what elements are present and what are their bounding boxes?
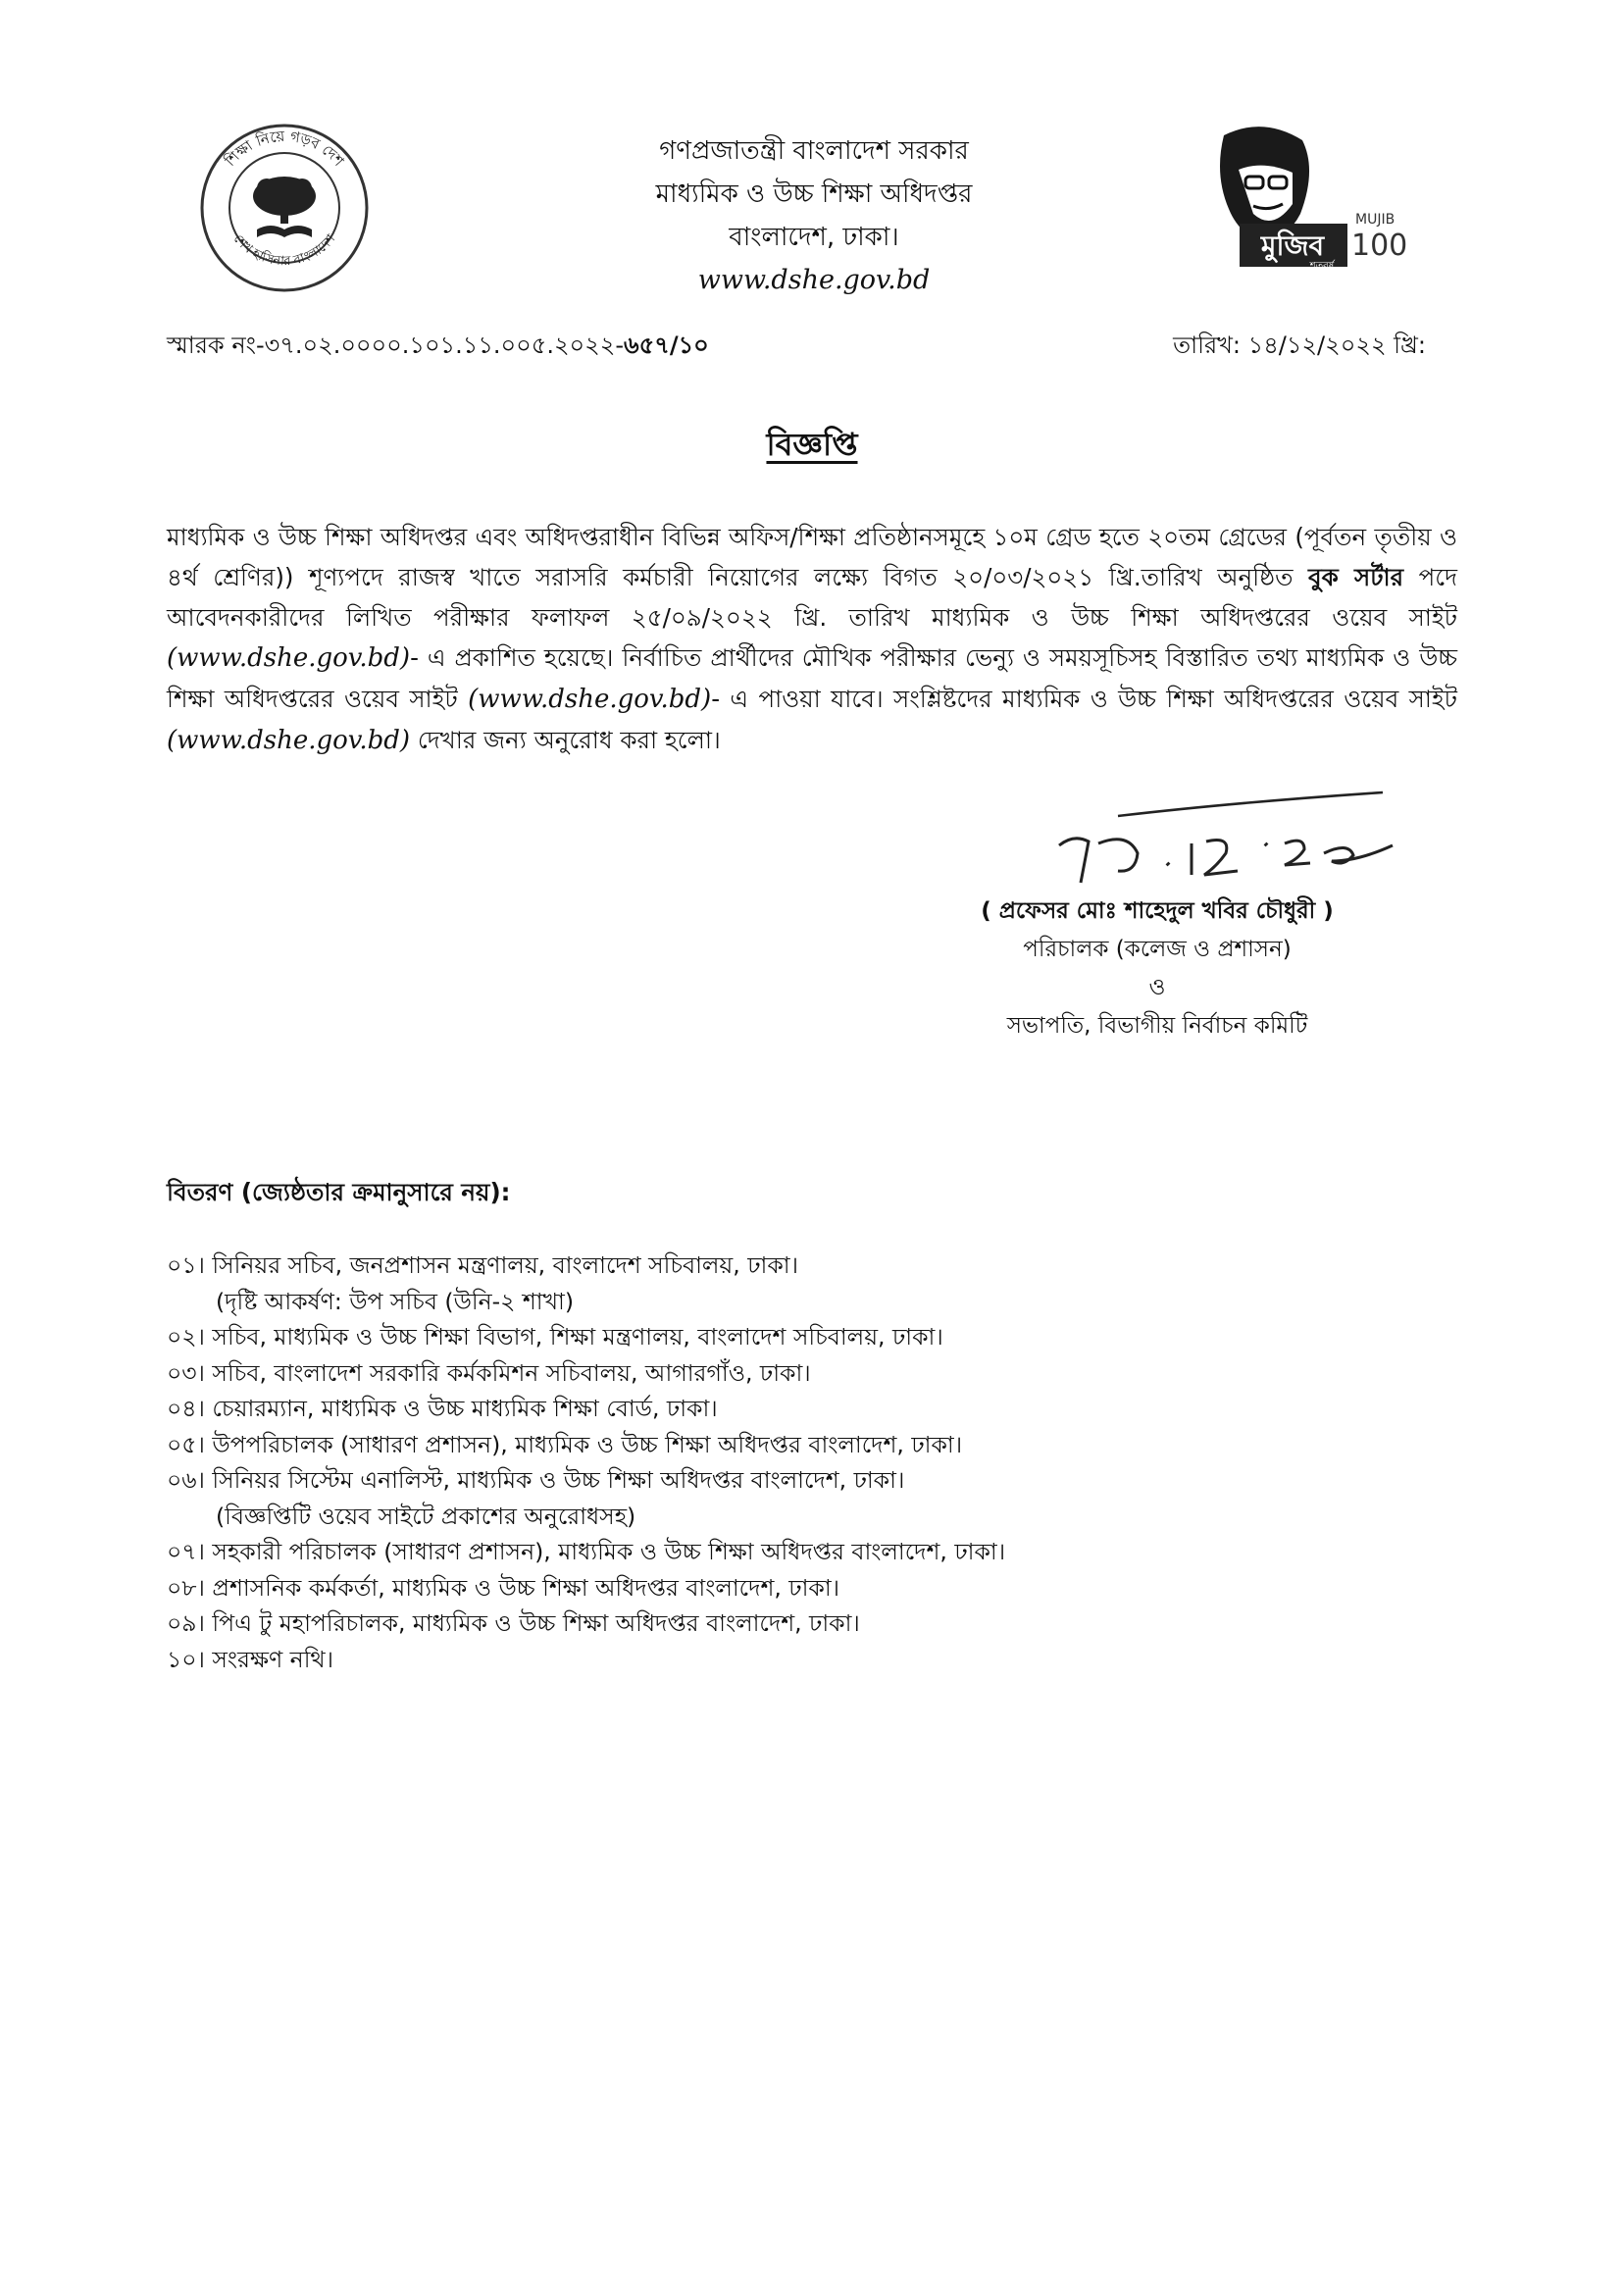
body-part-1: মাধ্যমিক ও উচ্চ শিক্ষা অধিদপ্তর এবং অধিদপ্তরাধীন বিভিন্ন অফিস/শিক্ষা প্রতিষ্ঠানসমূহে ১০ম গ্রেড হতে ২০তম গ্রেডের (পূর্বতন তৃতীয় ও ৪র্থ শ্রেণির)) শূণ্যপদে রাজস্ব খাতে সরাসরি কর্মচারী নিয়োগের লক্ষ্যে বিগত ২০/০৩/২০২১ খ্রি.তারিখ অনুষ্ঠিত xyxy=(167,523,1457,591)
logo-ring-text-bottom: শেখ হাসিনার বাংলাদেশ xyxy=(229,231,339,270)
list-item: ০২। সচিব, মাধ্যমিক ও উচ্চ শিক্ষা বিভাগ, শিক্ষা মন্ত্রণালয়, বাংলাদেশ সচিবালয়, ঢাকা। xyxy=(167,1323,943,1351)
mujib-english: MUJIB xyxy=(1355,212,1396,228)
dshe-logo xyxy=(196,120,373,296)
mujib-bangla: মুজিব xyxy=(1260,229,1325,262)
post-name: বুক সর্টার xyxy=(1307,563,1404,591)
list-item: ০৯। পিএ টু মহাপরিচালক, মাধ্যমিক ও উচ্চ শিক্ষা অধিদপ্তর বাংলাদেশ, ঢাকা। xyxy=(167,1609,860,1637)
mujib-100: 100 xyxy=(1351,229,1408,263)
list-item: ০৭। সহকারী পরিচালক (সাধারণ প্রশাসন), মাধ্যমিক ও উচ্চ শিক্ষা অধিদপ্তর বাংলাদেশ, ঢাকা। xyxy=(167,1538,1006,1565)
government-name: গণপ্রজাতন্ত্রী বাংলাদেশ সরকার xyxy=(659,136,969,166)
body-part-3: - এ প্রকাশিত হয়েছে। নির্বাচিত প্রার্থীদের মৌখিক পরীক্ষার ভেন্যু ও সময়সূচিসহ বিস্তারিত তথ্য মাধ্যমিক ও উচ্চ শিক্ষা অধিদপ্তরের ওয়েব সাইট xyxy=(167,643,1457,713)
list-item-note: (বিজ্ঞপ্তিটি ওয়েব সাইটে প্রকাশের অনুরোধসহ) xyxy=(216,1502,636,1530)
signatory-name: ( প্রফেসর মোঃ শাহেদুল খবির চৌধুরী ) xyxy=(981,898,1334,924)
list-item: ০৬। সিনিয়র সিস্টেম এনালিস্ট, মাধ্যমিক ও উচ্চ শিক্ষা অধিদপ্তর বাংলাদেশ, ঢাকা। xyxy=(167,1466,905,1494)
signatory-designation: পরিচালক (কলেজ ও প্রশাসন) xyxy=(1023,937,1292,962)
list-item: ০৮। প্রশাসনিক কর্মকর্তা, মাধ্যমিক ও উচ্চ শিক্ষা অধিদপ্তর বাংলাদেশ, ঢাকা। xyxy=(167,1573,840,1602)
mujib-100-logo xyxy=(1194,116,1430,273)
mujib-sub: শতবর্ষ xyxy=(1309,261,1335,272)
list-item: ০৫। উপপরিচালক (সাধারণ প্রশাসন), মাধ্যমিক ও উচ্চ শিক্ষা অধিদপ্তর বাংলাদেশ, ঢাকা। xyxy=(167,1430,963,1458)
website-link-3[interactable]: (www.dshe.gov.bd) xyxy=(167,726,411,755)
header-website: www.dshe.gov.bd xyxy=(697,265,931,295)
website-link-2[interactable]: (www.dshe.gov.bd) xyxy=(468,685,712,714)
body-part-5: দেখার জন্য অনুরোধ করা হলো। xyxy=(410,726,721,754)
issue-date: তারিখ: ১৪/১২/২০২২ খ্রি: xyxy=(1173,331,1426,359)
office-location: বাংলাদেশ, ঢাকা। xyxy=(729,223,899,252)
notice-title: বিজ্ঞপ্তি xyxy=(766,426,858,463)
signatory-committee: সভাপতি, বিভাগীয় নির্বাচন কমিটি xyxy=(1006,1013,1308,1039)
distribution-heading: বিতরণ (জ্যেষ্ঠতার ক্রমানুসারে নয়): xyxy=(167,1178,511,1206)
body-part-2: পদে আবেদনকারীদের লিখিত পরীক্ষার ফলাফল ২৫/০৯/২০২২ খ্রি. তারিখ মাধ্যমিক ও উচ্চ শিক্ষা অধিদপ্তরের ওয়েব সাইট xyxy=(167,563,1457,632)
list-item: ০৪। চেয়ারম্যান, মাধ্যমিক ও উচ্চ মাধ্যমিক শিক্ষা বোর্ড, ঢাকা। xyxy=(167,1395,718,1422)
logo-ring-text-top: শিক্ষা নিয়ে গড়ব দেশ xyxy=(221,127,348,170)
list-item: ০১। সিনিয়র সচিব, জনপ্রশাসন মন্ত্রণালয়, বাংলাদেশ সচিবালয়, ঢাকা। xyxy=(167,1251,798,1279)
handwritten-signature xyxy=(1020,785,1432,892)
list-item: ০৩। সচিব, বাংলাদেশ সরকারি কর্মকমিশন সচিবালয়, আগারগাঁও, ঢাকা। xyxy=(167,1358,811,1387)
memo-number xyxy=(167,328,709,367)
distribution-list xyxy=(167,1248,1461,1677)
tree-book-icon xyxy=(253,177,316,237)
svg-text:শেখ হাসিনার বাংলাদেশ xyxy=(230,231,339,269)
website-link-1[interactable]: (www.dshe.gov.bd) xyxy=(167,643,411,673)
list-item: ১০। সংরক্ষণ নথি। xyxy=(167,1645,334,1673)
body-part-4: - এ পাওয়া যাবে। সংশ্লিষ্টদের মাধ্যমিক ও উচ্চ শিক্ষা অধিদপ্তরের ওয়েব সাইট xyxy=(711,685,1457,713)
signatory-block xyxy=(863,892,1451,1045)
office-header xyxy=(520,129,1108,302)
signatory-and: ও xyxy=(1148,975,1166,1000)
list-item-note: (দৃষ্টি আকর্ষণ: উপ সচিব (উনি-২ শাখা) xyxy=(216,1287,574,1315)
svg-text:শিক্ষা নিয়ে গড়ব দেশ xyxy=(221,127,348,171)
memo-serial: ৬৫৭/১০ xyxy=(624,331,709,359)
directorate-name: মাধ্যমিক ও উচ্চ শিক্ষা অধিদপ্তর xyxy=(655,179,973,209)
notice-body xyxy=(167,517,1457,761)
memo-prefix: স্মারক নং-৩৭.০২.০০০০.১০১.১১.০০৫.২০২২- xyxy=(167,331,625,359)
